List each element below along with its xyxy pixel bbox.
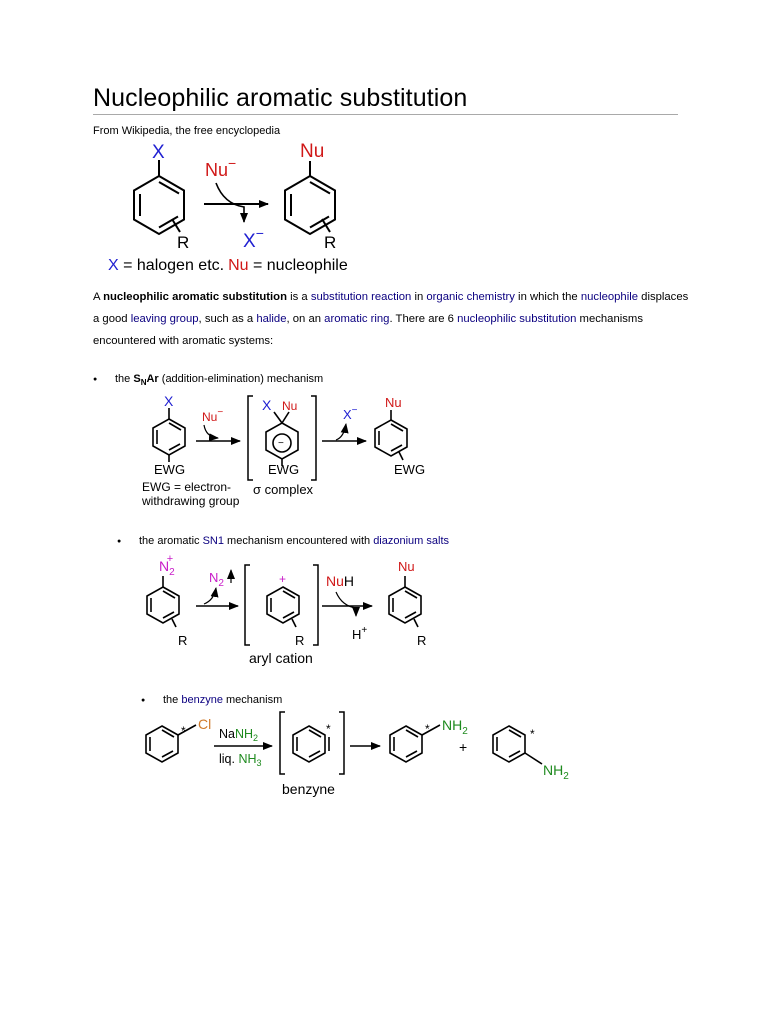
aniline-ring-2 xyxy=(493,726,542,764)
bullet-text: the xyxy=(115,373,134,385)
benzene-ring-reactant xyxy=(134,160,184,234)
intro-bold-term: nucleophilic aromatic substitution xyxy=(103,291,287,303)
link-nucleophilic-substitution[interactable]: nucleophilic substitution xyxy=(457,313,577,325)
label-star-2: * xyxy=(326,722,331,736)
diazonium-n2: $N_2+$ xyxy=(159,553,175,578)
nh2-product-2: $NH_2$ xyxy=(543,762,569,782)
product-nu: Nu xyxy=(300,141,325,162)
snar-ewg-3: EWG xyxy=(394,462,426,477)
bullet-text: the xyxy=(163,694,182,706)
nuh-reagent: NuH xyxy=(326,573,355,589)
link-aromatic-ring[interactable]: aromatic ring xyxy=(324,313,390,325)
sn1-curved-arrow-1 xyxy=(204,588,216,604)
bracket-right-2 xyxy=(313,565,318,645)
intro-text: displaces a good xyxy=(93,291,689,325)
diazonium-ring xyxy=(147,576,179,627)
snar-curved-arrow-2 xyxy=(336,424,346,440)
bullet-dot: ● xyxy=(141,696,146,704)
bullet-text: mechanism encountered with xyxy=(224,535,374,547)
intro-text: , such as a xyxy=(198,313,257,325)
page-title: Nucleophilic aromatic substitution xyxy=(93,84,468,112)
benzyne-ring xyxy=(293,726,329,762)
intro-text: in which the xyxy=(514,291,581,303)
figure1-caption: X = halogen etc. Nu = nucleophile xyxy=(108,257,348,274)
bullet-benzyne xyxy=(141,694,282,706)
snar-reactant-ring xyxy=(153,408,185,462)
snar-nu-product: Nu xyxy=(385,395,402,410)
intro-text: A xyxy=(93,291,104,303)
intro-text: mechanisms encountered with aromatic systems: xyxy=(93,313,643,347)
sigma-complex-label: σ complex xyxy=(253,482,314,497)
sn1-r-3: R xyxy=(417,633,427,648)
sigma-complex-ring xyxy=(266,412,298,466)
link-substitution-reaction[interactable]: substitution reaction xyxy=(310,291,412,303)
aryl-cation-ring xyxy=(267,587,299,627)
reagent-liq-nh3: liq. $NH_3$ xyxy=(219,752,262,768)
reagent-nanh2: NaNH$_2$ xyxy=(219,727,259,743)
chlorobenzene-ring xyxy=(146,725,196,762)
snar-curved-arrow-1 xyxy=(204,425,218,438)
intro-text: , on an xyxy=(286,313,325,325)
benzyne-label: benzyne xyxy=(282,781,335,797)
link-organic-chemistry[interactable]: organic chemistry xyxy=(426,291,515,303)
product-plus: + xyxy=(459,739,468,755)
sigma-nu: Nu xyxy=(282,399,298,413)
bullet-snar xyxy=(93,373,323,387)
aniline-ring-1 xyxy=(390,725,440,762)
bullet-sn1 xyxy=(117,535,449,547)
bracket-left-3 xyxy=(280,712,285,774)
link-halide[interactable]: halide xyxy=(256,313,287,325)
sn1-product-ring xyxy=(389,576,421,627)
sn1-r-1: R xyxy=(178,633,188,648)
bullet-text: (addition-elimination) mechanism xyxy=(158,373,324,385)
intro-text: . There are 6 xyxy=(389,313,458,325)
intro-text: in xyxy=(411,291,427,303)
sigma-x: X xyxy=(262,397,272,413)
label-star-1: * xyxy=(181,724,186,738)
ewg-definition-1: EWG = electron- xyxy=(142,480,232,494)
snar-term: $S_NAr$ xyxy=(133,373,159,388)
bullet-dot: ● xyxy=(93,375,98,383)
leaving-x-minus: X− xyxy=(243,225,264,252)
nucleophile-reagent: Nu− xyxy=(205,155,237,180)
article-subtitle: From Wikipedia, the free encyclopedia xyxy=(93,125,281,137)
sn1-r-2: R xyxy=(295,633,305,648)
curved-arrow xyxy=(216,183,244,222)
snar-ewg-2: EWG xyxy=(268,462,300,477)
substituent-r-right: R xyxy=(324,233,337,252)
snar-nu-reagent: Nu− xyxy=(202,407,224,424)
link-sn1[interactable]: SN1 xyxy=(202,535,224,547)
snar-x-leaving: X− xyxy=(343,405,358,422)
snar-x: X xyxy=(164,393,174,409)
intro-text: is a xyxy=(286,291,311,303)
bullet-dot: ● xyxy=(117,537,122,545)
link-leaving-group[interactable]: leaving group xyxy=(130,313,199,325)
label-star-3: * xyxy=(425,722,430,736)
bracket-right-3 xyxy=(339,712,344,774)
nh2-product-1: $NH_2$ xyxy=(442,717,468,737)
substituent-r-left: R xyxy=(177,233,190,252)
ewg-definition-2: withdrawing group xyxy=(142,494,240,508)
bracket-left-1 xyxy=(248,396,253,480)
intro-paragraph xyxy=(93,286,693,352)
leaving-group-x: X xyxy=(152,142,165,163)
h-plus: H+ xyxy=(352,625,368,642)
bullet-text: the aromatic xyxy=(139,535,203,547)
bracket-left-2 xyxy=(245,565,250,645)
sigma-minus: − xyxy=(278,438,284,449)
chlorine-label: Cl xyxy=(198,716,212,732)
snar-product-ring xyxy=(375,410,407,460)
aryl-cation-label: aryl cation xyxy=(249,650,313,666)
bracket-right-1 xyxy=(311,396,316,480)
cation-plus: + xyxy=(279,572,287,586)
bullet-text: mechanism xyxy=(222,694,283,706)
sn1-nu-product: Nu xyxy=(398,559,415,574)
n2-leaving: $N_2$ xyxy=(209,570,224,589)
snar-ewg-1: EWG xyxy=(154,462,186,477)
link-nucleophile[interactable]: nucleophile xyxy=(580,291,639,303)
label-star-4: * xyxy=(530,727,535,741)
benzene-ring-product xyxy=(285,161,335,234)
link-diazonium-salts[interactable]: diazonium salts xyxy=(373,535,450,547)
sn1-curved-arrow-2 xyxy=(336,592,356,616)
link-benzyne[interactable]: benzyne xyxy=(181,694,223,706)
title-divider xyxy=(93,114,678,115)
